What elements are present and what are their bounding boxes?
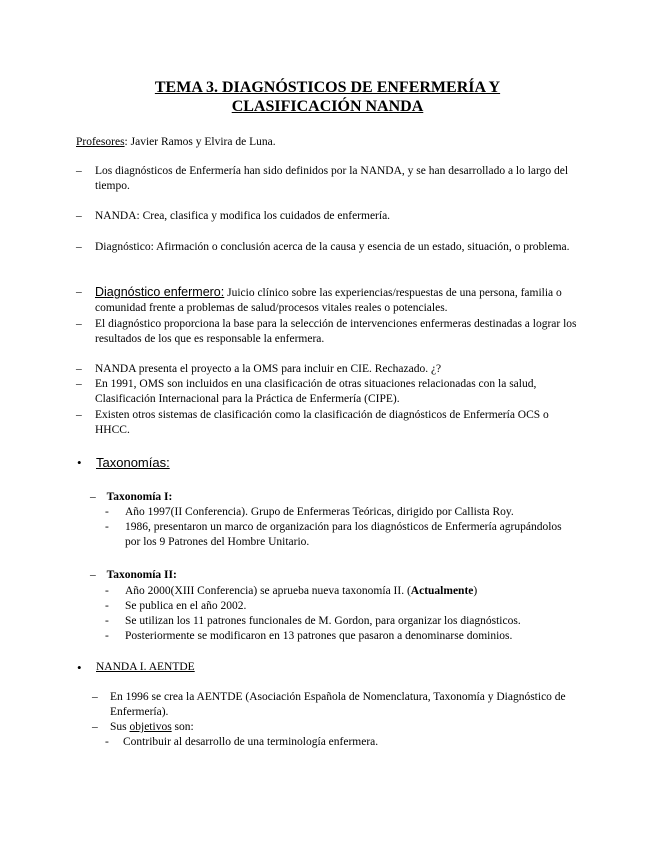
minus-marker: - [105,630,109,642]
list-item-bold: Actualmente [410,585,474,597]
list-item [105,735,575,750]
minus-marker: - [105,506,109,518]
list-item-text: Posteriormente se modificaron en 13 patrones que pasaron a denominarse dominios. [125,630,513,642]
dash-marker: – [76,378,82,390]
list-item-text: NANDA presenta el proyecto a la OMS para incluir en CIE. Rechazado. ¿? [95,363,442,375]
list-item-text: Contribuir al desarrollo de una terminología enfermera. [123,736,379,748]
minus-marker: - [105,585,109,597]
list-item-text: En 1996 se crea la AENTDE (Asociación Española de Nomenclatura, Taxonomía y Diagnóstico de Enfermería). [110,691,566,719]
list-item-text-end: ) [473,585,478,597]
list-item-text: Año 1997(II Conferencia). Grupo de Enfermeras Teóricas, dirigido por Callista Roy. [125,506,514,518]
bullet-marker: • [77,660,82,675]
list-item-text: Año 2000(XIII Conferencia) se aprueba nueva taxonomía II. ( [125,585,411,597]
minus-marker: - [105,600,109,612]
minus-marker: - [105,615,109,627]
professors-names: : Javier Ramos y Elvira de Luna. [124,136,276,148]
minus-marker: - [105,736,109,748]
dash-marker: – [92,691,98,703]
taxonomy-1-heading [90,490,172,505]
taxonomies-heading: Taxonomías: [96,455,170,470]
list-item-text: Se publica en el año 2002. [125,600,247,612]
aentde-heading: NANDA I. AENTDE [96,661,195,673]
objectives-word: objetivos [129,721,172,733]
definition-text: Juicio clínico sobre las experiencias/respuestas de una persona, familia o comunidad frente a problemas de salud/procesos vitales reales o potenciales. [95,287,562,315]
list-item-text: 1986, presentaron un marco de organización para los diagnósticos de Enfermería agrupándolos por los 9 Patrones del Hombre Unitario. [125,521,562,549]
dash-marker: – [76,241,82,253]
list-item-text-end: son: [171,721,194,733]
taxonomy-2-heading [90,568,177,583]
dash-marker: – [76,318,82,330]
list-item [105,584,575,599]
dash-marker: – [92,721,98,733]
bullet-marker: • [77,455,82,470]
dash-marker: – [76,409,82,421]
list-item [76,377,581,407]
taxonomy-2-title: Taxonomía II: [106,569,177,581]
dash-marker: – [90,491,96,503]
list-item-text: NANDA: Crea, clasifica y modifica los cuidados de enfermería. [95,210,391,222]
list-item-text: En 1991, OMS son incluidos en una clasificación de otras situaciones relacionadas con la salud, Clasificación Internacional para la Práctica de Enfermería (CIPE). [95,378,537,406]
list-item [105,614,575,629]
title-line-1: TEMA 3. DIAGNÓSTICOS DE ENFERMERÍA Y [154,79,501,96]
dash-marker: – [76,286,82,298]
list-item [105,599,575,614]
list-item [92,720,572,735]
dash-marker: – [76,363,82,375]
list-item-text: Existen otros sistemas de clasificación como la clasificación de diagnósticos de Enfermería OCS o HHCC. [95,409,549,437]
list-item [105,520,575,550]
taxonomy-1-title: Taxonomía I: [106,491,173,503]
minus-marker: - [105,521,109,533]
dash-marker: – [90,569,96,581]
professors-line [76,135,276,150]
list-item [76,240,581,255]
definition-term: Diagnóstico enfermero: [95,285,225,299]
list-item [76,408,581,438]
list-item [76,317,581,347]
list-item-text: El diagnóstico proporciona la base para la selección de intervenciones enfermeras destinadas a lograr los resultados de los que es responsable la enfermera. [95,318,577,346]
list-item [76,164,581,194]
dash-marker: – [76,165,82,177]
list-item-text: Los diagnósticos de Enfermería han sido definidos por la NANDA, y se han desarrollado a lo largo del tiempo. [95,165,569,193]
professors-label: Profesores [76,136,125,148]
definition-item [76,285,581,316]
list-item [92,690,572,720]
list-item-text: Sus [110,721,130,733]
list-item [105,505,575,520]
list-item [76,362,581,377]
title-line-2: CLASIFICACIÓN NANDA [231,98,424,115]
list-item-text: Se utilizan los 11 patrones funcionales de M. Gordon, para organizar los diagnósticos. [125,615,521,627]
dash-marker: – [76,210,82,222]
document-title [60,78,595,116]
list-item [76,209,581,224]
list-item [105,629,575,644]
list-item-text: Diagnóstico: Afirmación o conclusión acerca de la causa y esencia de un estado, situación, o problema. [95,241,570,253]
